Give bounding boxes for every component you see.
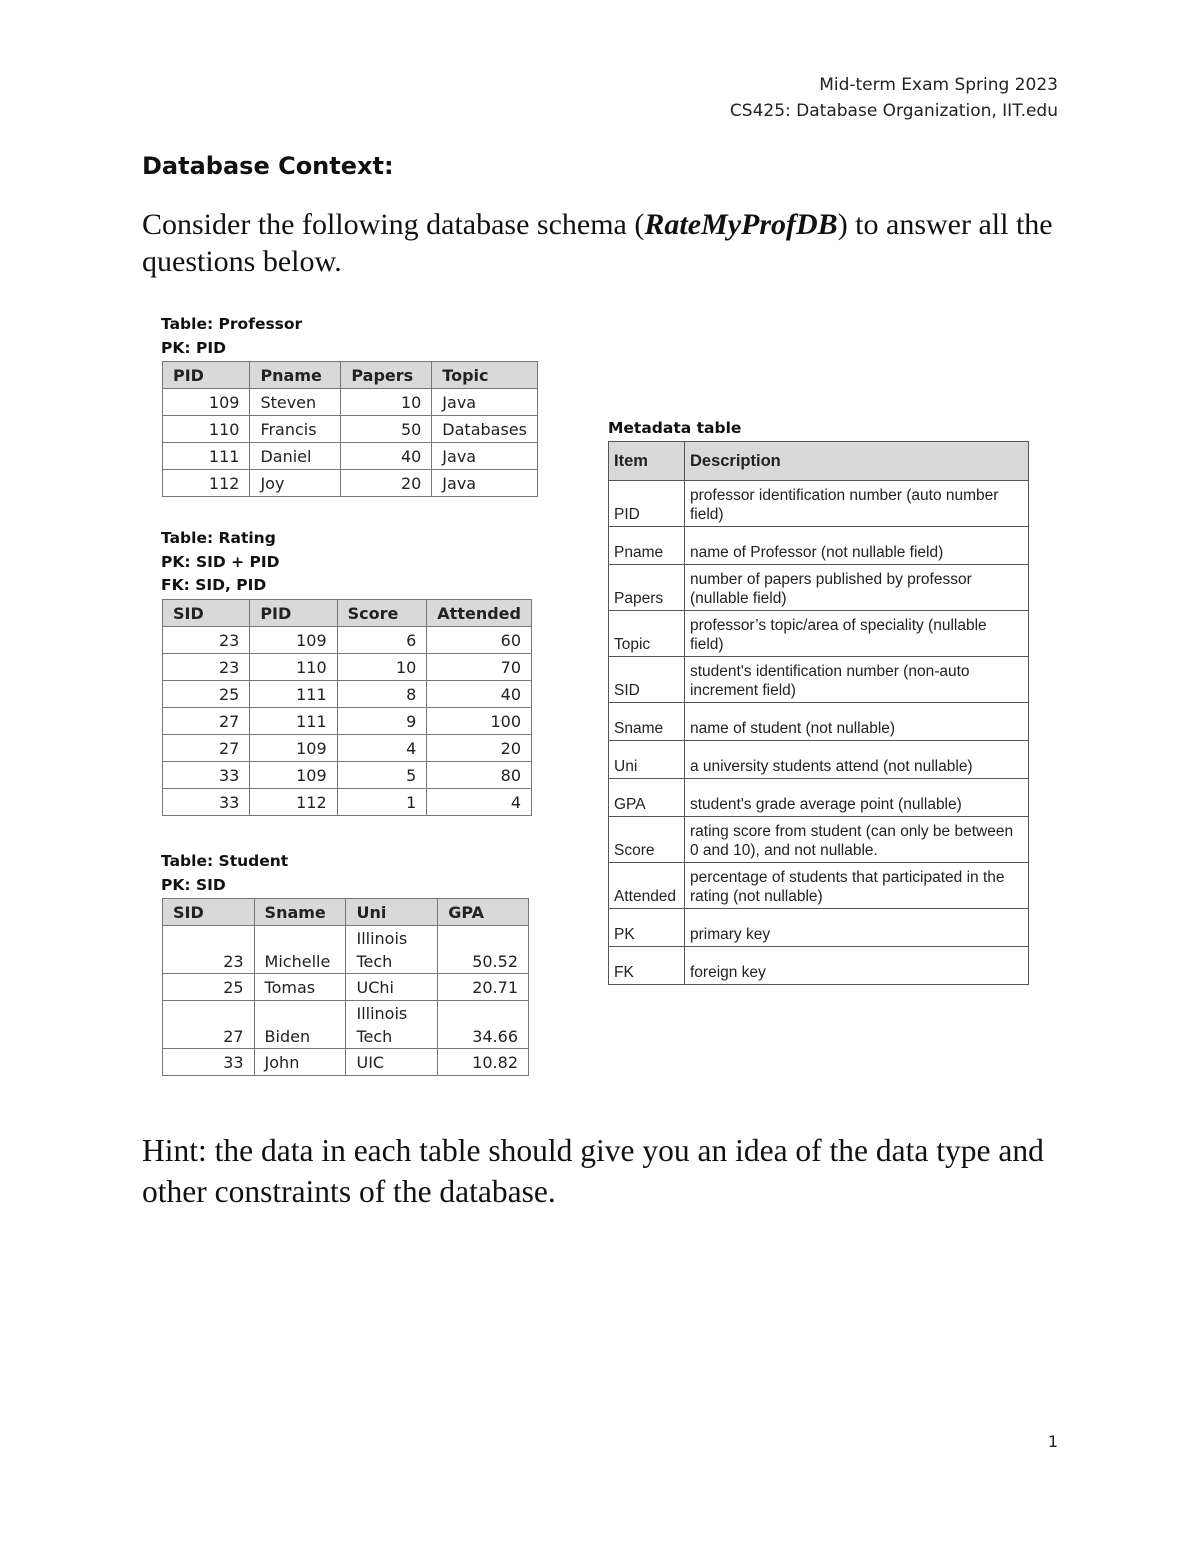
table-cell: Databases: [432, 416, 538, 443]
table-row: [163, 470, 538, 497]
table-cell: 4: [427, 789, 532, 816]
table-header-row: [163, 600, 532, 627]
table-row: [163, 654, 532, 681]
student-table: [162, 898, 529, 1076]
metadata-description: rating score from student (can only be between 0 and 10), and not nullable.: [684, 817, 1028, 863]
professor-caption-title: Table: Professor: [161, 315, 303, 333]
table-row: [609, 527, 1029, 565]
table-row: [163, 443, 538, 470]
table-cell: 111: [163, 443, 250, 470]
column-header: Papers: [341, 362, 432, 389]
student-caption-pk: PK: SID: [161, 875, 226, 894]
section-title: Database Context:: [142, 152, 394, 180]
schema-name: RateMyProfDB: [644, 208, 838, 241]
rating-caption-title: Table: Rating: [161, 529, 276, 547]
table-cell: Java: [432, 443, 538, 470]
table-cell: Illinois Tech: [346, 1001, 438, 1049]
professor-caption-pk: PK: PID: [161, 338, 226, 357]
metadata-item: SID: [609, 657, 685, 703]
metadata-item: GPA: [609, 779, 685, 817]
table-cell: 9: [337, 708, 427, 735]
table-cell: 109: [163, 389, 250, 416]
column-header: Pname: [250, 362, 341, 389]
course-title: CS425: Database Organization, IIT.edu: [729, 101, 1058, 121]
exam-title: Mid-term Exam Spring 2023: [819, 75, 1058, 95]
table-cell: 70: [427, 654, 532, 681]
table-cell: Steven: [250, 389, 341, 416]
metadata-item: Score: [609, 817, 685, 863]
rating-caption: [161, 527, 280, 598]
table-cell: Francis: [250, 416, 341, 443]
metadata-item: Uni: [609, 741, 685, 779]
column-header: Score: [337, 600, 427, 627]
table-cell: 23: [163, 654, 250, 681]
intro-text-before: Consider the following database schema (: [142, 208, 645, 241]
table-row: [163, 681, 532, 708]
column-header: Sname: [254, 899, 346, 926]
metadata-description: student's grade average point (nullable): [684, 779, 1028, 817]
table-cell: UChi: [346, 974, 438, 1001]
table-cell: 109: [250, 735, 337, 762]
table-cell: 110: [250, 654, 337, 681]
table-row: [609, 481, 1029, 527]
table-row: [163, 1001, 529, 1049]
intro-paragraph: [142, 206, 1062, 280]
rating-caption-fk: FK: SID, PID: [161, 576, 267, 594]
table-cell: 109: [250, 762, 337, 789]
column-header: Uni: [346, 899, 438, 926]
metadata-item: Papers: [609, 565, 685, 611]
table-cell: 25: [163, 681, 250, 708]
column-header: Attended: [427, 600, 532, 627]
metadata-description: name of student (not nullable): [684, 703, 1028, 741]
table-cell: 6: [337, 627, 427, 654]
table-row: [609, 863, 1029, 909]
table-cell: 10: [337, 654, 427, 681]
table-cell: 23: [163, 926, 255, 974]
column-header: Topic: [432, 362, 538, 389]
column-header: Description: [684, 442, 1028, 481]
metadata-description: name of Professor (not nullable field): [684, 527, 1028, 565]
table-row: [609, 611, 1029, 657]
table-cell: 27: [163, 708, 250, 735]
student-caption-title: Table: Student: [161, 852, 289, 870]
table-cell: Java: [432, 470, 538, 497]
table-cell: UIC: [346, 1049, 438, 1076]
table-cell: 20: [427, 735, 532, 762]
rating-caption-pk: PK: SID + PID: [161, 552, 280, 571]
table-row: [609, 817, 1029, 863]
rating-table: [162, 599, 532, 816]
intro-text-after: ) to answer all the questions below.: [142, 208, 1053, 278]
column-header: PID: [250, 600, 337, 627]
exam-header: [730, 72, 1058, 124]
metadata-item: FK: [609, 947, 685, 985]
table-row: [163, 789, 532, 816]
column-header: GPA: [438, 899, 529, 926]
table-cell: 111: [250, 681, 337, 708]
table-cell: 40: [427, 681, 532, 708]
metadata-item: PK: [609, 909, 685, 947]
table-cell: 25: [163, 974, 255, 1001]
table-cell: 4: [337, 735, 427, 762]
table-cell: 112: [163, 470, 250, 497]
column-header: PID: [163, 362, 250, 389]
metadata-item: Attended: [609, 863, 685, 909]
hint-paragraph: Hint: the data in each table should give you an idea of the data type and other constraints of the database.: [142, 1133, 1044, 1209]
table-cell: 34.66: [438, 1001, 529, 1049]
column-header: Item: [609, 442, 685, 481]
table-cell: Michelle: [254, 926, 346, 974]
table-cell: 50: [341, 416, 432, 443]
table-cell: 33: [163, 1049, 255, 1076]
table-cell: Java: [432, 389, 538, 416]
table-cell: Tomas: [254, 974, 346, 1001]
metadata-item: PID: [609, 481, 685, 527]
table-cell: 10: [341, 389, 432, 416]
metadata-description: number of papers published by professor (nullable field): [684, 565, 1028, 611]
table-cell: 112: [250, 789, 337, 816]
metadata-item: Topic: [609, 611, 685, 657]
table-cell: 8: [337, 681, 427, 708]
page-number: 1: [1047, 1432, 1058, 1451]
table-header-row: [609, 442, 1029, 481]
table-row: [609, 779, 1029, 817]
table-row: [609, 909, 1029, 947]
metadata-table: [608, 441, 1029, 985]
table-cell: 10.82: [438, 1049, 529, 1076]
table-row: [609, 741, 1029, 779]
table-row: [163, 762, 532, 789]
table-row: [609, 703, 1029, 741]
metadata-item: Pname: [609, 527, 685, 565]
professor-table: [162, 361, 538, 497]
table-cell: 5: [337, 762, 427, 789]
table-row: [163, 735, 532, 762]
table-cell: Joy: [250, 470, 341, 497]
metadata-description: professor’s topic/area of speciality (nullable field): [684, 611, 1028, 657]
table-cell: Daniel: [250, 443, 341, 470]
table-row: [163, 627, 532, 654]
table-cell: 110: [163, 416, 250, 443]
table-row: [163, 1049, 529, 1076]
table-cell: 23: [163, 627, 250, 654]
table-cell: 100: [427, 708, 532, 735]
table-row: [163, 389, 538, 416]
metadata-description: primary key: [684, 909, 1028, 947]
table-cell: 111: [250, 708, 337, 735]
student-caption: [161, 850, 288, 897]
column-header: SID: [163, 600, 250, 627]
table-cell: 109: [250, 627, 337, 654]
metadata-description: a university students attend (not nullable): [684, 741, 1028, 779]
table-cell: John: [254, 1049, 346, 1076]
table-cell: Biden: [254, 1001, 346, 1049]
table-row: [609, 657, 1029, 703]
table-cell: Illinois Tech: [346, 926, 438, 974]
table-cell: 50.52: [438, 926, 529, 974]
professor-caption: [161, 313, 302, 360]
table-cell: 80: [427, 762, 532, 789]
table-cell: 27: [163, 735, 250, 762]
table-row: [163, 416, 538, 443]
metadata-item: Sname: [609, 703, 685, 741]
table-row: [609, 947, 1029, 985]
table-cell: 20.71: [438, 974, 529, 1001]
column-header: SID: [163, 899, 255, 926]
table-row: [163, 974, 529, 1001]
table-cell: 20: [341, 470, 432, 497]
table-header-row: [163, 362, 538, 389]
table-cell: 27: [163, 1001, 255, 1049]
table-header-row: [163, 899, 529, 926]
metadata-description: percentage of students that participated in the rating (not nullable): [684, 863, 1028, 909]
table-cell: 40: [341, 443, 432, 470]
table-cell: 1: [337, 789, 427, 816]
table-cell: 33: [163, 762, 250, 789]
metadata-caption: Metadata table: [608, 419, 742, 437]
table-cell: 33: [163, 789, 250, 816]
metadata-description: professor identification number (auto number field): [684, 481, 1028, 527]
table-row: [163, 926, 529, 974]
metadata-description: foreign key: [684, 947, 1028, 985]
table-row: [163, 708, 532, 735]
metadata-description: student's identification number (non-auto increment field): [684, 657, 1028, 703]
table-cell: 60: [427, 627, 532, 654]
table-row: [609, 565, 1029, 611]
